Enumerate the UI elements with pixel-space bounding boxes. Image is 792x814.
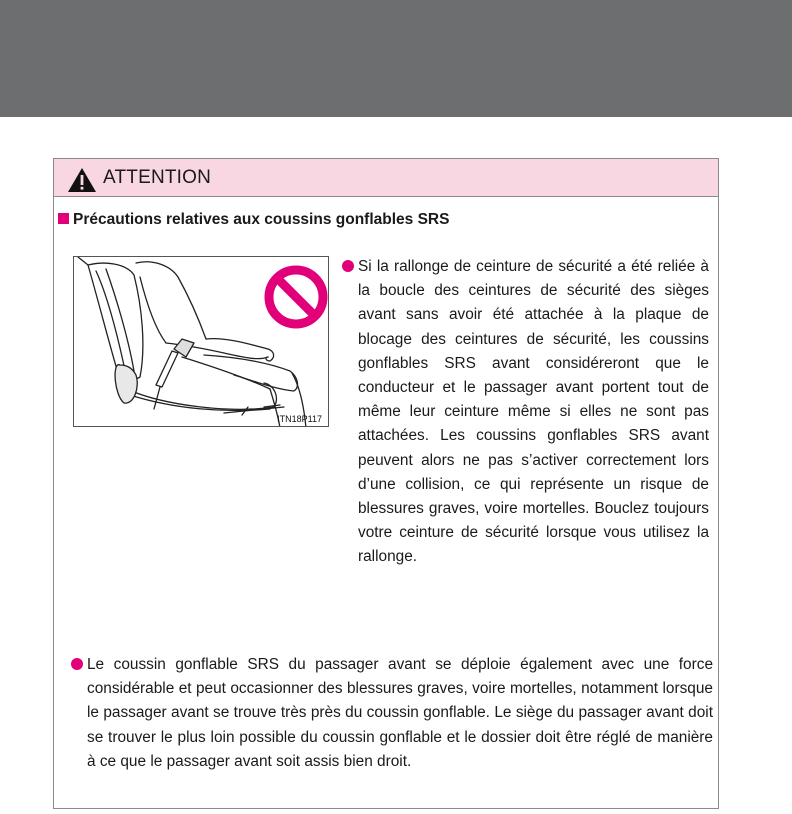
- warning-header: [54, 159, 718, 197]
- bullet-dot-icon: [71, 658, 83, 670]
- section-heading: [58, 211, 449, 229]
- paragraph-1-text: Si la rallonge de ceinture de sécurité a été reliée à la boucle des ceintures de sécurité des sièges avant sans avoir été attachée à la plaque de blocage des ceintures de sécurité, les coussins gonflables SRS avant considéreront que le conducteur et le passager avant portent tout de même leur ceinture même si elles ne sont pas attachées. Les coussins gonflables SRS avant peuvent alors ne pas s’activer correctement lors d’une collision, ce qui représente un risque de blessures graves, voire mortelles. Bouclez toujours votre ceinture de sécurité lorsque vous utilisez la rallonge.: [358, 258, 709, 566]
- warning-triangle-icon: [67, 167, 97, 193]
- warning-title: ATTENTION: [103, 167, 212, 188]
- bullet-dot-icon: [342, 260, 354, 272]
- prohibition-icon: [269, 270, 323, 324]
- square-marker-icon: [58, 213, 69, 224]
- paragraph-2-text: Le coussin gonflable SRS du passager avant se déploie également avec une force considérable et peut occasionner des blessures graves, voire mortelles, notamment lorsque le passager avant se trouve très près du coussin gonflable. Le siège du passager avant doit se trouver le plus loin possible du coussin gonflable et le dossier doit être réglé de manière à ce que le passager avant soit assis bien droit.: [87, 656, 713, 770]
- seat-occupant-drawing: [74, 257, 329, 427]
- top-gray-band: [0, 0, 792, 117]
- seatbelt-illustration: [73, 256, 329, 427]
- warning-box: [53, 158, 719, 809]
- section-heading-text: Précautions relatives aux coussins gonflables SRS: [73, 211, 450, 228]
- figure-label: ITN18P117: [277, 414, 322, 424]
